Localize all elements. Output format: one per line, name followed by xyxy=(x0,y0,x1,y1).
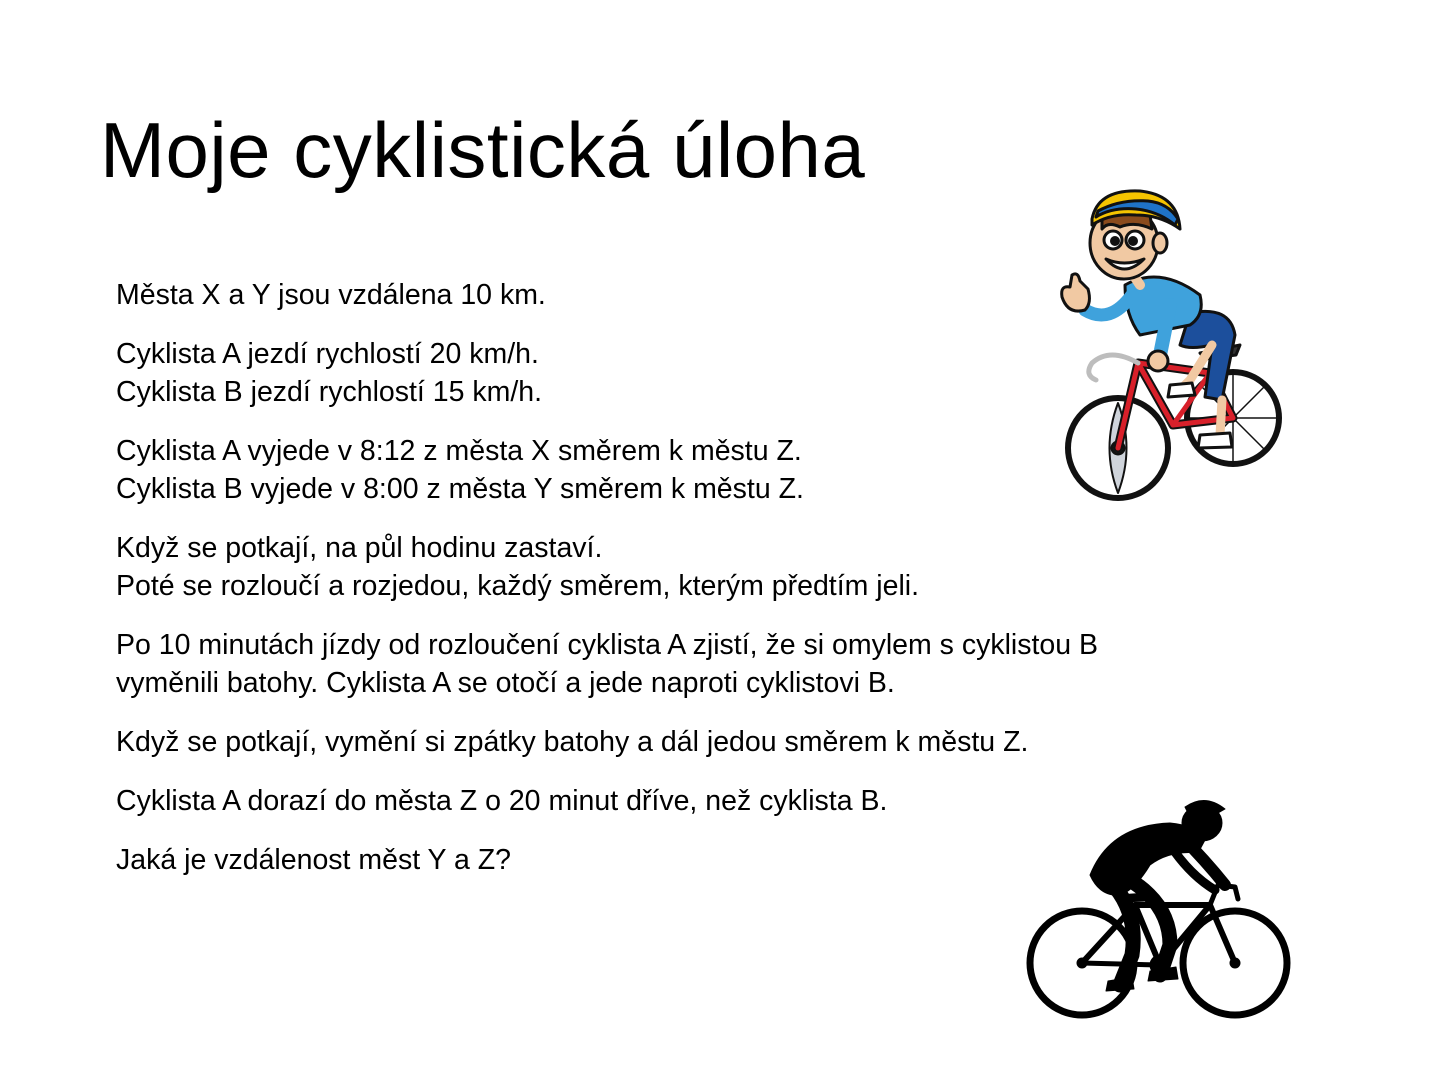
text-line: Cyklista B jezdí rychlostí 15 km/h. xyxy=(116,376,543,408)
text-line: Po 10 minutách jízdy od rozloučení cyklista A zjistí, že si omylem s cyklistou B xyxy=(116,629,1099,661)
slide-title: Moje cyklistická úloha xyxy=(100,106,866,194)
text-line: Jaká je vzdálenost měst Y a Z? xyxy=(116,844,511,876)
text-line: Cyklista A dorazí do města Z o 20 minut dříve, než cyklista B. xyxy=(116,785,888,817)
text-line: Cyklista A jezdí rychlostí 20 km/h. xyxy=(116,338,539,370)
paragraph-meeting xyxy=(116,529,1296,605)
text-line: Cyklista B vyjede v 8:00 z města Y směrem k městu Z. xyxy=(116,473,804,505)
text-line: Cyklista A vyjede v 8:12 z města X směrem k městu Z. xyxy=(116,435,802,467)
text-line: Když se potkají, na půl hodinu zastaví. xyxy=(116,532,603,564)
text-line: Poté se rozloučí a rozjedou, každý směrem, kterým předtím jeli. xyxy=(116,570,920,602)
paragraph-swap-back xyxy=(116,723,1296,761)
paragraph-backpacks xyxy=(116,626,1296,702)
text-line: Města X a Y jsou vzdálena 10 km. xyxy=(116,279,546,311)
cyclist-silhouette-image xyxy=(1020,795,1295,1020)
text-line: vyměnili batohy. Cyklista A se otočí a jede naproti cyklistovi B. xyxy=(116,667,895,699)
cartoon-cyclist-image xyxy=(1040,185,1290,507)
text-line: Když se potkají, vymění si zpátky batohy a dál jedou směrem k městu Z. xyxy=(116,726,1029,758)
